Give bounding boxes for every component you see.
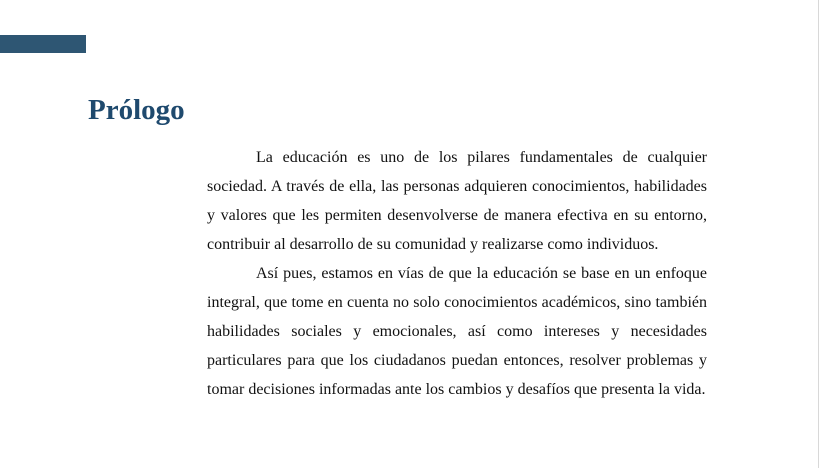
header-accent-bar — [0, 35, 86, 53]
body-text — [207, 143, 707, 404]
paragraph-1: La educación es uno de los pilares fundamentales de cualquier sociedad. A través de ella, las personas adquieren conocimientos, habilidades y valores que les permiten desenvolverse de manera efectiva en su entorno, contribuir al desarrollo de su comunidad y realizarse como individuos. — [207, 149, 707, 253]
chapter-title: Prólogo — [88, 94, 185, 126]
page-edge-line — [818, 0, 819, 468]
paragraph-2: Así pues, estamos en vías de que la educación se base en un enfoque integral, que tome en cuenta no solo conocimientos académicos, sino también habilidades sociales y emocionales, así como intereses y necesidades particulares para que los ciudadanos puedan entonces, resolver problemas y tomar decisiones informadas ante los cambios y desafíos que presenta la vida. — [207, 265, 707, 398]
